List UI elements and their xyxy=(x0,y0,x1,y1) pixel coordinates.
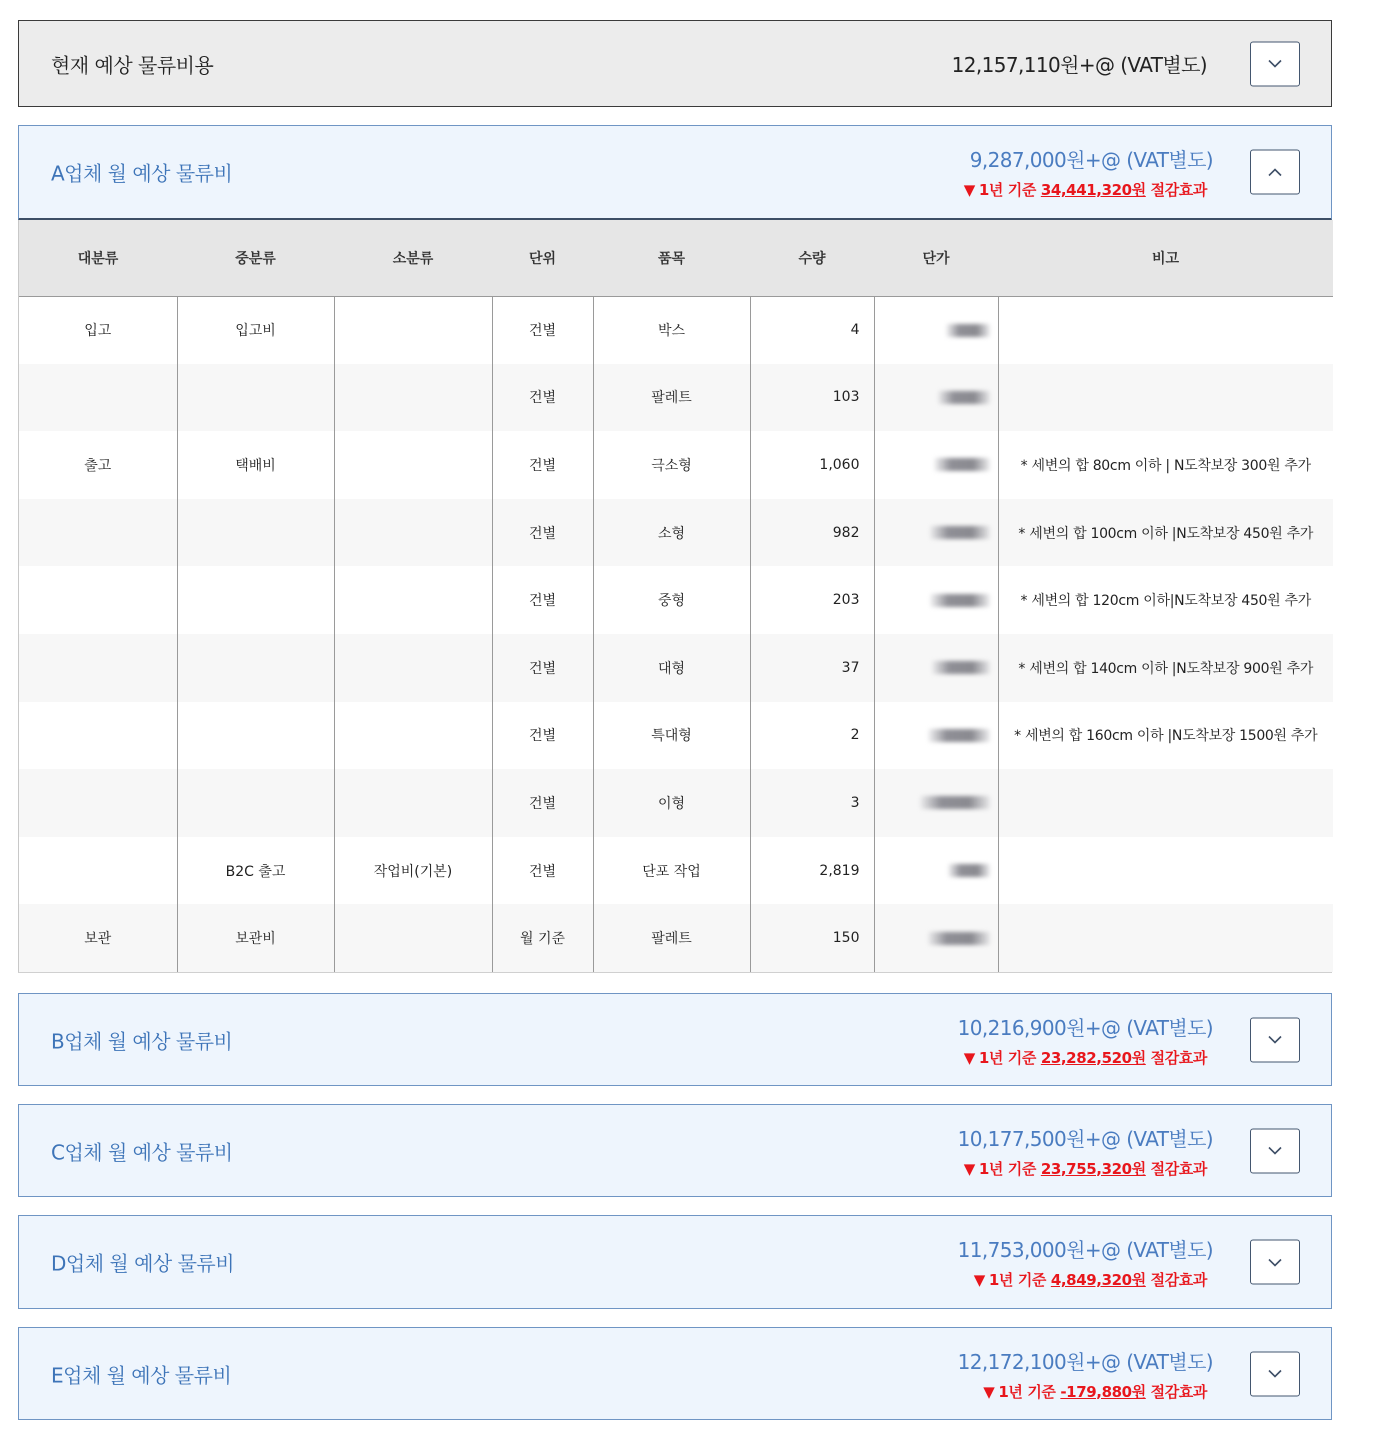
cell-minor-category xyxy=(334,634,492,702)
vendor-title: A업체 월 예상 물류비 xyxy=(51,161,233,186)
vendor-amount: 9,287,000원+@ (VAT별도) xyxy=(969,148,1213,172)
vendor-title: D업체 월 예상 물류비 xyxy=(51,1251,235,1276)
cell-quantity: 2,819 xyxy=(750,837,874,905)
cell-quantity: 3 xyxy=(750,769,874,837)
chevron-down-icon xyxy=(1267,1257,1283,1267)
current-cost-panel xyxy=(18,20,1332,107)
cell-unit: 건별 xyxy=(492,634,593,702)
vendor-saving xyxy=(964,179,1207,200)
cell-note: * 세변의 합 120cm 이하|N도착보장 450원 추가 xyxy=(998,566,1333,634)
cell-minor-category: 작업비(기본) xyxy=(334,837,492,905)
vendor-amount: 10,216,900원+@ (VAT별도) xyxy=(957,1015,1213,1040)
cell-item: 중형 xyxy=(593,566,750,634)
redacted-price xyxy=(932,661,990,674)
vendor-amount: 12,172,100원+@ (VAT별도) xyxy=(957,1349,1213,1374)
vendor-amount-block xyxy=(957,994,1213,1085)
vendor-saving xyxy=(964,1047,1207,1068)
cell-major-category xyxy=(19,702,177,770)
cell-major-category xyxy=(19,837,177,905)
cell-unit: 건별 xyxy=(492,702,593,770)
table-row xyxy=(19,566,1333,634)
cell-note xyxy=(998,769,1333,837)
vendor-d-toggle-button[interactable] xyxy=(1250,1240,1300,1285)
vendor-title: B업체 월 예상 물류비 xyxy=(51,1029,233,1053)
cell-unit: 건별 xyxy=(492,566,593,634)
cell-note xyxy=(998,904,1333,972)
table-row xyxy=(19,769,1333,837)
cell-note: * 세변의 합 80cm 이하 | N도착보장 300원 추가 xyxy=(998,431,1333,499)
chevron-down-icon xyxy=(1267,1146,1283,1156)
cell-mid-category: 택배비 xyxy=(177,431,334,499)
current-cost-amount-block xyxy=(952,21,1207,106)
cell-note: * 세변의 합 100cm 이하 |N도착보장 450원 추가 xyxy=(998,499,1333,567)
cell-major-category: 보관 xyxy=(19,904,177,972)
cell-major-category xyxy=(19,499,177,567)
vendor-title: C업체 월 예상 물류비 xyxy=(51,1140,233,1164)
current-cost-title: 현재 예상 물류비용 xyxy=(51,53,214,77)
vendor-e-panel xyxy=(18,1327,1332,1420)
header-note: 비고 xyxy=(998,220,1333,296)
table-row xyxy=(19,431,1333,499)
cell-mid-category xyxy=(177,634,334,702)
table-row xyxy=(19,634,1333,702)
cell-major-category xyxy=(19,769,177,837)
cell-unit: 건별 xyxy=(492,837,593,905)
cell-note xyxy=(998,364,1333,432)
cell-minor-category xyxy=(334,431,492,499)
down-triangle-icon: ▼ xyxy=(963,1048,975,1067)
cell-unit-price xyxy=(874,431,998,499)
redacted-price xyxy=(930,526,990,539)
cell-unit-price xyxy=(874,499,998,567)
cell-minor-category xyxy=(334,566,492,634)
cell-minor-category xyxy=(334,364,492,432)
vendor-a-toggle-button[interactable] xyxy=(1250,150,1300,195)
vendor-amount: 10,177,500원+@ (VAT별도) xyxy=(957,1126,1213,1151)
vendor-c-panel xyxy=(18,1104,1332,1197)
saving-prefix: 1년 기준 xyxy=(978,1048,1036,1067)
cell-minor-category xyxy=(334,296,492,364)
saving-prefix: 1년 기준 xyxy=(988,1271,1047,1289)
redacted-price xyxy=(946,324,990,337)
cell-mid-category: B2C 출고 xyxy=(177,837,334,905)
vendor-amount-block xyxy=(963,126,1213,218)
header-minor-category: 소분류 xyxy=(334,220,492,296)
cell-mid-category: 보관비 xyxy=(177,904,334,972)
saving-prefix: 1년 기준 xyxy=(978,1159,1036,1178)
cell-unit: 월 기준 xyxy=(492,904,593,972)
table-row xyxy=(19,837,1333,905)
cell-mid-category xyxy=(177,364,334,432)
table-row xyxy=(19,702,1333,770)
cell-major-category xyxy=(19,566,177,634)
cell-item: 대형 xyxy=(593,634,750,702)
cell-quantity: 103 xyxy=(750,364,874,432)
saving-value: -179,880원 xyxy=(1060,1382,1146,1401)
saving-prefix: 1년 기준 xyxy=(998,1382,1056,1401)
cell-minor-category xyxy=(334,499,492,567)
saving-suffix: 절감효과 xyxy=(1150,1159,1207,1178)
cell-item: 박스 xyxy=(593,296,750,364)
cell-quantity: 150 xyxy=(750,904,874,972)
cell-unit-price xyxy=(874,566,998,634)
cell-item: 팔레트 xyxy=(593,904,750,972)
cell-unit-price xyxy=(874,769,998,837)
cell-unit: 건별 xyxy=(492,431,593,499)
cell-note: * 세변의 합 140cm 이하 |N도착보장 900원 추가 xyxy=(998,634,1333,702)
cell-unit-price xyxy=(874,296,998,364)
saving-prefix: 1년 기준 xyxy=(978,181,1036,199)
redacted-price xyxy=(928,729,990,742)
cell-quantity: 2 xyxy=(750,702,874,770)
cell-unit-price xyxy=(874,702,998,770)
cell-quantity: 4 xyxy=(750,296,874,364)
saving-suffix: 절감효과 xyxy=(1150,181,1207,199)
cell-major-category xyxy=(19,364,177,432)
table-row xyxy=(19,904,1333,972)
current-cost-amount: 12,157,110원+@ (VAT별도) xyxy=(951,53,1207,77)
header-unit-price: 단가 xyxy=(874,220,998,296)
chevron-down-icon xyxy=(1267,1035,1283,1045)
redacted-price xyxy=(930,594,990,607)
table-row xyxy=(19,364,1333,432)
cell-unit-price xyxy=(874,634,998,702)
saving-suffix: 절감효과 xyxy=(1150,1271,1207,1289)
cell-unit: 건별 xyxy=(492,364,593,432)
saving-value: 23,755,320원 xyxy=(1040,1159,1146,1178)
down-triangle-icon: ▼ xyxy=(983,1382,995,1401)
saving-suffix: 절감효과 xyxy=(1150,1382,1207,1401)
saving-value: 23,282,520원 xyxy=(1040,1048,1146,1067)
vendor-a-panel xyxy=(18,125,1332,221)
cell-item: 극소형 xyxy=(593,431,750,499)
header-unit: 단위 xyxy=(492,220,593,296)
cell-item: 팔레트 xyxy=(593,364,750,432)
cell-quantity: 37 xyxy=(750,634,874,702)
cell-major-category: 출고 xyxy=(19,431,177,499)
cell-quantity: 982 xyxy=(750,499,874,567)
header-major-category: 대분류 xyxy=(19,220,177,296)
cell-unit: 건별 xyxy=(492,499,593,567)
cell-unit: 건별 xyxy=(492,296,593,364)
table-row xyxy=(19,499,1333,567)
cell-unit-price xyxy=(874,837,998,905)
redacted-price xyxy=(934,458,990,471)
saving-value: 34,441,320원 xyxy=(1040,181,1146,199)
vendor-amount-block xyxy=(957,1216,1213,1308)
cell-note xyxy=(998,837,1333,905)
cost-detail-table xyxy=(18,220,1332,973)
cell-note xyxy=(998,296,1333,364)
vendor-amount: 11,753,000원+@ (VAT별도) xyxy=(957,1238,1213,1262)
cell-unit-price xyxy=(874,364,998,432)
cell-item: 이형 xyxy=(593,769,750,837)
cell-mid-category xyxy=(177,702,334,770)
cell-note: * 세변의 합 160cm 이하 |N도착보장 1500원 추가 xyxy=(998,702,1333,770)
redacted-price xyxy=(948,864,990,877)
cell-major-category: 입고 xyxy=(19,296,177,364)
vendor-title: E업체 월 예상 물류비 xyxy=(51,1363,232,1387)
saving-value: 4,849,320원 xyxy=(1050,1271,1146,1289)
vendor-saving xyxy=(974,1269,1207,1290)
cell-item: 단포 작업 xyxy=(593,837,750,905)
header-item: 품목 xyxy=(593,220,750,296)
saving-suffix: 절감효과 xyxy=(1150,1048,1207,1067)
redacted-price xyxy=(938,391,990,404)
cell-major-category xyxy=(19,634,177,702)
redacted-price xyxy=(928,932,990,945)
current-cost-toggle-button[interactable] xyxy=(1250,41,1300,86)
cell-quantity: 203 xyxy=(750,566,874,634)
cell-minor-category xyxy=(334,904,492,972)
cell-unit-price xyxy=(874,904,998,972)
table-header-row xyxy=(19,220,1333,296)
cell-item: 소형 xyxy=(593,499,750,567)
down-triangle-icon: ▼ xyxy=(973,1271,985,1289)
down-triangle-icon: ▼ xyxy=(963,181,975,199)
cell-minor-category xyxy=(334,769,492,837)
vendor-d-panel xyxy=(18,1215,1332,1309)
vendor-amount-block xyxy=(957,1105,1213,1196)
cell-quantity: 1,060 xyxy=(750,431,874,499)
cell-mid-category xyxy=(177,499,334,567)
down-triangle-icon: ▼ xyxy=(963,1159,975,1178)
vendor-b-toggle-button[interactable] xyxy=(1250,1017,1300,1062)
chevron-down-icon xyxy=(1267,1369,1283,1379)
cell-minor-category xyxy=(334,702,492,770)
cell-item: 특대형 xyxy=(593,702,750,770)
header-mid-category: 중분류 xyxy=(177,220,334,296)
cell-mid-category: 입고비 xyxy=(177,296,334,364)
redacted-price xyxy=(920,796,990,809)
cell-unit: 건별 xyxy=(492,769,593,837)
header-quantity: 수량 xyxy=(750,220,874,296)
vendor-saving xyxy=(964,1158,1207,1179)
vendor-c-toggle-button[interactable] xyxy=(1250,1128,1300,1173)
chevron-up-icon xyxy=(1267,167,1283,177)
chevron-down-icon xyxy=(1267,59,1283,69)
cell-mid-category xyxy=(177,566,334,634)
table-row xyxy=(19,296,1333,364)
vendor-amount-block xyxy=(957,1328,1213,1419)
vendor-saving xyxy=(983,1381,1207,1402)
vendor-e-toggle-button[interactable] xyxy=(1250,1351,1300,1396)
vendor-b-panel xyxy=(18,993,1332,1086)
cell-mid-category xyxy=(177,769,334,837)
